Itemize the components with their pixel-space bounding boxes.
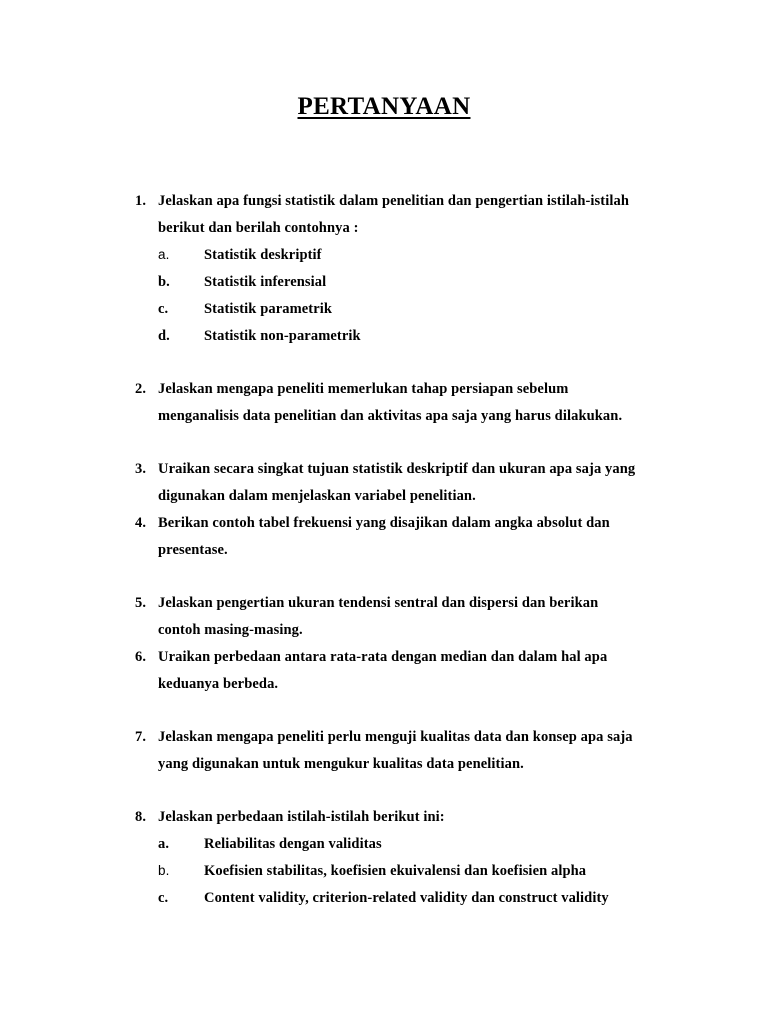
question-7-text-line-2: yang digunakan untuk mengukur kualitas data penelitian. — [158, 756, 524, 772]
question-8-item-b-text: Koefisien stabilitas, koefisien ekuivalensi dan koefisien alpha — [204, 863, 587, 879]
question-7-number: 7. — [135, 729, 147, 745]
question-7-text-line-1: Jelaskan mengapa peneliti perlu menguji kualitas data dan konsep apa saja — [158, 729, 633, 745]
question-3-text-line-1: Uraikan secara singkat tujuan statistik deskriptif dan ukuran apa saja yang — [158, 461, 636, 477]
question-2-number: 2. — [135, 381, 147, 397]
question-5-text-line-1: Jelaskan pengertian ukuran tendensi sentral dan dispersi dan berikan — [158, 595, 599, 611]
question-2-text-line-2: menganalisis data penelitian dan aktivitas apa saja yang harus dilakukan. — [158, 408, 623, 424]
question-1-item-b-text: Statistik inferensial — [204, 274, 327, 290]
question-3-text-line-2: digunakan dalam menjelaskan variabel penelitian. — [158, 488, 476, 504]
question-8-item-b-letter: b. — [158, 863, 170, 878]
question-8-item-a-letter: a. — [158, 836, 170, 852]
question-1-number: 1. — [135, 193, 147, 209]
question-4-number: 4. — [135, 515, 147, 531]
question-5-text-line-2: contoh masing-masing. — [158, 622, 303, 638]
question-1-item-d-text: Statistik non-parametrik — [204, 328, 361, 344]
question-8-text-line-1: Jelaskan perbedaan istilah-istilah berikut ini: — [158, 809, 445, 825]
question-3-number: 3. — [135, 461, 147, 477]
question-4-text-line-1: Berikan contoh tabel frekuensi yang disajikan dalam angka absolut dan — [158, 515, 610, 531]
question-6-text-line-2: keduanya berbeda. — [158, 676, 279, 692]
question-8-item-c-letter: c. — [158, 890, 169, 906]
question-8-item-a-text: Reliabilitas dengan validitas — [204, 836, 382, 852]
page-title: PERTANYAAN — [297, 93, 471, 120]
question-1-item-a-text: Statistik deskriptif — [204, 247, 322, 263]
question-1-text-line-1: Jelaskan apa fungsi statistik dalam penelitian dan pengertian istilah-istilah — [158, 193, 629, 209]
question-2-text-line-1: Jelaskan mengapa peneliti memerlukan tahap persiapan sebelum — [158, 381, 569, 397]
question-1-item-c-letter: c. — [158, 301, 169, 317]
question-6-number: 6. — [135, 649, 147, 665]
question-1-item-c-text: Statistik parametrik — [204, 301, 333, 317]
question-1-text-line-2: berikut dan berilah contohnya : — [158, 220, 359, 236]
question-1-item-d-letter: d. — [158, 328, 170, 344]
question-6-text-line-1: Uraikan perbedaan antara rata-rata dengan median dan dalam hal apa — [158, 649, 608, 665]
question-8-number: 8. — [135, 809, 147, 825]
question-5-number: 5. — [135, 595, 147, 611]
question-8-item-c-text: Content validity, criterion-related validity dan construct validity — [204, 890, 609, 906]
question-1-item-a-letter: a. — [158, 247, 170, 262]
question-4-text-line-2: presentase. — [158, 542, 228, 558]
question-1-item-b-letter: b. — [158, 274, 170, 290]
